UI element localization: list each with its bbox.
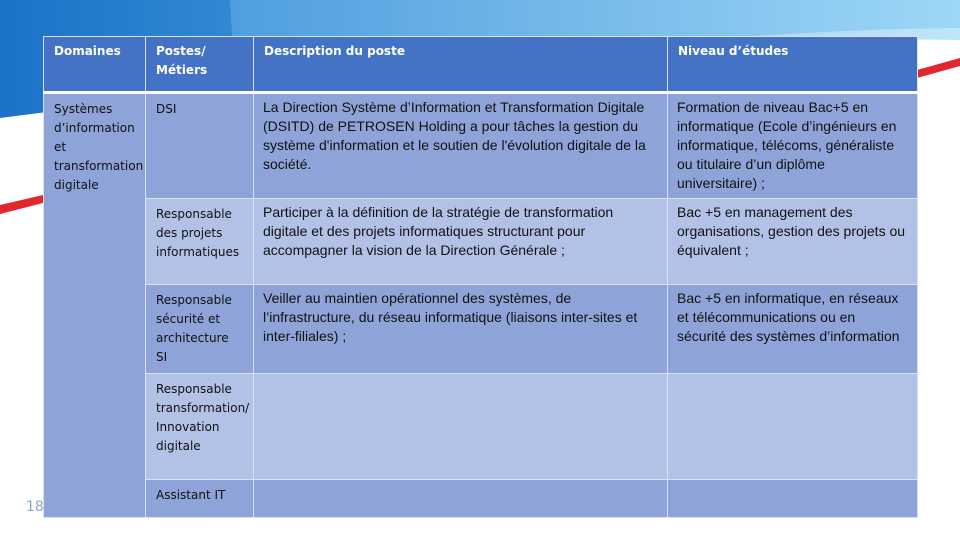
level-cell: Bac +5 en management des organisations, gestion des projets ou équivalent ; xyxy=(668,199,918,285)
level-cell xyxy=(668,480,918,518)
description-cell: La Direction Système d’Information et Transformation Digitale (DSITD) de PETROSEN Holding a pour tâches la gestion du système d'information et le soutien de l'évolution digitale de la société. xyxy=(254,93,668,199)
description-cell xyxy=(254,374,668,480)
table-row xyxy=(44,374,918,480)
table-row xyxy=(44,93,918,199)
job-cell: Responsable des projets informatiques xyxy=(146,199,254,285)
job-cell: Responsable sécurité et architecture SI xyxy=(146,285,254,374)
description-cell: Veiller au maintien opérationnel des systèmes, de l’infrastructure, du réseau informatique (liaisons inter-sites et inter-filiales) ; xyxy=(254,285,668,374)
header-description: Description du poste xyxy=(254,37,668,93)
job-cell: Assistant IT xyxy=(146,480,254,518)
jobs-table xyxy=(43,36,918,518)
table-row xyxy=(44,199,918,285)
description-cell xyxy=(254,480,668,518)
page-number: 18 xyxy=(26,499,44,515)
header-postes: Postes/ Métiers xyxy=(146,37,254,93)
table-header-row xyxy=(44,37,918,93)
domain-cell: Systèmes d’information et transformation digitale xyxy=(44,93,146,518)
job-cell: DSI xyxy=(146,93,254,199)
header-niveau: Niveau d’études xyxy=(668,37,918,93)
job-cell: Responsable transformation/ Innovation digitale xyxy=(146,374,254,480)
level-cell: Formation de niveau Bac+5 en informatique (Ecole d’ingénieurs en informatique, télécoms, généraliste ou titulaire d’un diplôme universitaire) ; xyxy=(668,93,918,199)
level-cell xyxy=(668,374,918,480)
description-cell: Participer à la définition de la stratégie de transformation digitale et des projets informatiques structurant pour accompagner la vision de la Direction Générale ; xyxy=(254,199,668,285)
table-row xyxy=(44,480,918,518)
level-cell: Bac +5 en informatique, en réseaux et télécommunications ou en sécurité des systèmes d’information xyxy=(668,285,918,374)
table-row xyxy=(44,285,918,374)
header-domaines: Domaines xyxy=(44,37,146,93)
